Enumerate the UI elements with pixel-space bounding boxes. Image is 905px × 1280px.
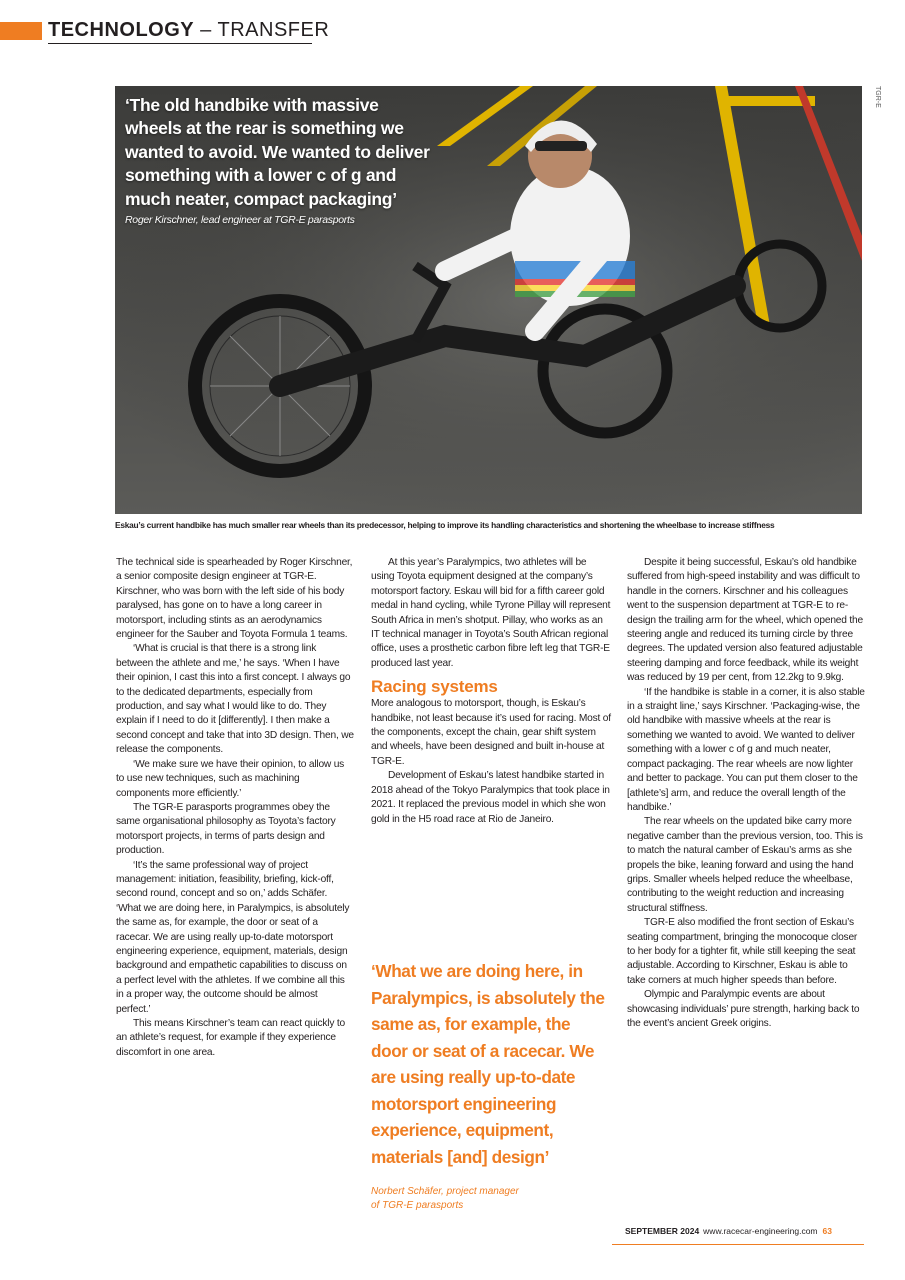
photo-quote-attribution: Roger Kirschner, lead engineer at TGR-E parasports bbox=[125, 214, 355, 227]
article-column-3 bbox=[627, 556, 865, 1031]
header-underline bbox=[48, 43, 312, 44]
paragraph: Despite it being successful, Eskau’s old handbike suffered from high-speed instability and was difficult to handle in the corners. Kirschner and his colleagues went to the suspension department at TGR-E to re-design the trailing arm for the wheel, which opened the steering angle and reduced its turning circle by three degrees. The updated version also featured adjustable steering damping and force feedback, while its weight was reduced by 19 per cent, from 12.2kg to 9.9kg. bbox=[627, 557, 863, 684]
paragraph: ‘It’s the same professional way of project management: initiation, feasibility, briefing, kick-off, second round, concept and so on,’ adds Schäfer. ‘What we are doing here, in Paralympics, is absolutely the same as, for example, the door or seat of a racecar. We are using really up-to-date motorsport engineering experience, equipment, materials, design background and empathetic capabilities to discuss on a perfect level with the athletes. If we combine all this in a proper way, the outcome should be almost perfect.’ bbox=[116, 859, 350, 1015]
article-column-1 bbox=[116, 556, 354, 1060]
paragraph: ‘What is crucial is that there is a strong link between the athlete and me,’ he says. ‘When I have their opinion, I cast this into a first concept. I always go to the dedicated departments, especially from production, and say what I would like to do. They explain if I need to do it [differently]. I then make a second concept and take that into 3D design. Then, we release the components. bbox=[116, 643, 354, 756]
paragraph: ‘If the handbike is stable in a corner, it is also stable in a straight line,’ says Kirschner. ‘Packaging-wise, the old handbike with massive wheels at the rear is something we wanted to avoid. We wanted to deliver something with a lower c of g and much neater, compact packaging. The rear wheels are now lighter and better to package. You can put them closer to the [athlete’s] arm, and reduce the overall length of the handbike.’ bbox=[627, 686, 865, 813]
article-column-2 bbox=[371, 556, 611, 827]
section-title: TECHNOLOGY bbox=[48, 19, 195, 41]
paragraph: More analogous to motorsport, though, is Eskau’s handbike, not least because it’s used for racing. Most of the components, except the chain, gear shift system and wheels, have been designed and built in-house at TGR-E. bbox=[371, 698, 611, 767]
paragraph: This means Kirschner’s team can react quickly to an athlete’s request, for example if they experience discomfort in one area. bbox=[116, 1018, 345, 1058]
pull-quote-attribution bbox=[371, 1185, 611, 1213]
paragraph: The TGR-E parasports programmes obey the same organisational philosophy as Toyota’s factory motorsport projects, in terms of parts design and production. bbox=[116, 801, 336, 857]
pull-quote-attribution-line: of TGR-E parasports bbox=[371, 1200, 464, 1211]
section-color-bar bbox=[0, 22, 42, 40]
paragraph: Olympic and Paralympic events are about showcasing individuals’ pure strength, harking back to the event’s ancient Greek origins. bbox=[627, 989, 860, 1029]
pull-quote: ‘What we are doing here, in Paralympics, is absolutely the same as, for example, the door or seat of a racecar. We are using really up-to-date motorsport engineering experience, equipment, materials [and] design’ bbox=[371, 961, 605, 1167]
paragraph: ‘We make sure we have their opinion, to allow us to use new techniques, such as machining components more efficiently.’ bbox=[116, 758, 345, 799]
paragraph: At this year’s Paralympics, two athletes will be using Toyota equipment designed at the company’s motorsport factory. Eskau will bid for a fifth career gold medal in hand cycling, while Tyrone Pillay will represent South Africa in men’s shotput. Pillay, who works as an IT technical manager in Toyota’s South African regional office, uses a prosthetic carbon fibre left leg that TGR-E produced last year. bbox=[371, 557, 611, 669]
photo-quote-text: ‘The old handbike with massive wheels at the rear is something we wanted to avoid. We wanted to deliver something with a lower c of g and much neater, compact packaging’ bbox=[125, 95, 430, 209]
website-url: www.racecar-engineering.com bbox=[703, 1226, 818, 1236]
feature-photo bbox=[115, 86, 862, 514]
paragraph: The rear wheels on the updated bike carry more negative camber than the previous version, too. This is to match the natural camber of Eskau’s arms as she propels the bike, leaning forward and using the hand grips. Smaller wheels helped reduce the wheelbase, contributing to the weight reduction and increasing structural stiffness. bbox=[627, 816, 863, 914]
page-number: 63 bbox=[822, 1226, 832, 1236]
section-header bbox=[48, 17, 329, 43]
photo-pull-quote bbox=[125, 94, 435, 227]
section-subtitle: TRANSFER bbox=[217, 19, 330, 41]
footer-underline bbox=[612, 1244, 864, 1245]
paragraph: The technical side is spearheaded by Roger Kirschner, a senior composite design engineer at TGR-E. Kirschner, who was born with the left side of his body paralysed, has gone on to have a long career in motorsport, including stints as an aerodynamics engineer for the Sauber and Toyota Formula 1 teams. bbox=[116, 557, 353, 641]
page-footer bbox=[625, 1225, 832, 1237]
photo-credit: TGR-E bbox=[874, 86, 881, 108]
section-dash: – bbox=[194, 19, 218, 41]
paragraph: Development of Eskau’s latest handbike started in 2018 ahead of the Tokyo Paralympics that took place in 2021. It replaced the previous model in which she won gold in the H5 road race at Rio de Janeiro. bbox=[371, 770, 610, 825]
issue-date: SEPTEMBER 2024 bbox=[625, 1226, 700, 1236]
paragraph: TGR-E also modified the front section of Eskau’s seating compartment, bringing the monocoque closer to her body for a tighter fit, while still keeping the seat adjustable. According to Kirschner, Eskau is able to take corners at much higher speeds than before. bbox=[627, 917, 858, 986]
photo-caption: Eskau’s current handbike has much smaller rear wheels than its predecessor, helping to improve its handling characteristics and shortening the wheelbase to increase stiffness bbox=[115, 520, 775, 530]
subheading-racing-systems: Racing systems bbox=[371, 677, 498, 697]
pull-quote-attribution-line: Norbert Schäfer, project manager bbox=[371, 1186, 519, 1197]
